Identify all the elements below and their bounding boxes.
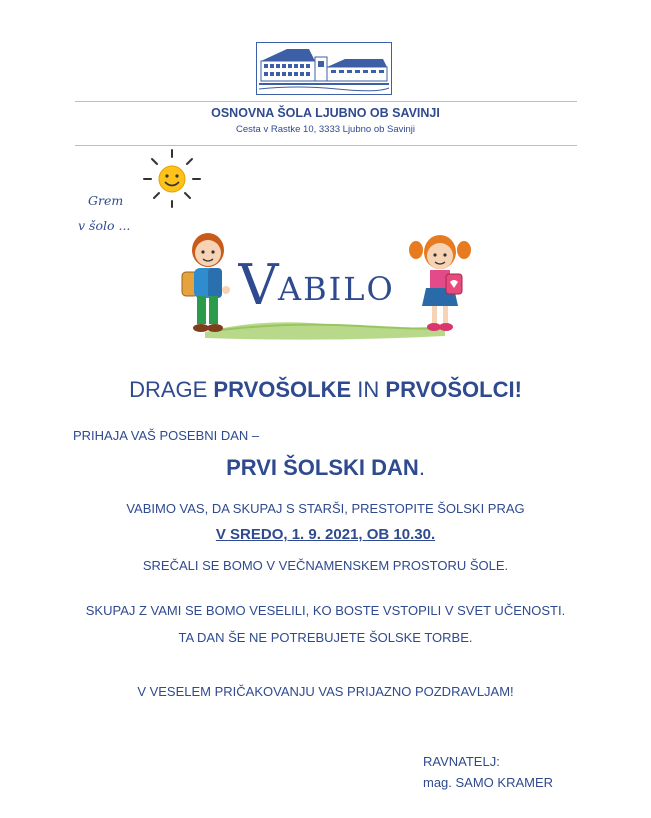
first-school-day	[0, 455, 651, 481]
header-divider-top	[75, 101, 577, 102]
greeting-bold-2: PRVOŠOLCI!	[385, 377, 522, 402]
greeting-mid: IN	[351, 377, 386, 402]
invite-text: VABIMO VAS, DA SKUPAJ S STARŠI, PRESTOPITE ŠOLSKI PRAG	[126, 501, 525, 516]
svg-text:ABILO: ABILO	[278, 270, 395, 308]
signature-name: mag. SAMO KRAMER	[423, 775, 554, 790]
sun-icon	[140, 146, 204, 210]
caption-line-2: v šolo ...	[78, 218, 131, 233]
first-school-day-period: .	[418, 455, 425, 480]
girl-illustration	[408, 232, 474, 336]
greeting-bold-1: PRVOŠOLKE	[213, 377, 352, 402]
school-logo	[256, 42, 392, 95]
boy-illustration	[178, 230, 238, 336]
event-date-text: V SREDO, 1. 9. 2021, OB 10.30	[215, 526, 431, 543]
school-name: OSNOVNA ŠOLA LJUBNO OB SAVINJI	[211, 106, 440, 120]
intro-text: PRIHAJA VAŠ POSEBNI DAN –	[73, 428, 260, 443]
event-date-period: .	[430, 526, 436, 543]
greeting	[0, 377, 651, 403]
greeting-pre: DRAGE	[129, 377, 214, 402]
first-school-day-text: PRVI ŠOLSKI DAN	[226, 455, 419, 480]
school-building-illustration	[257, 43, 391, 94]
svg-text:V: V	[238, 253, 279, 316]
caption-line-1: Grem	[88, 193, 124, 208]
school-address: Cesta v Rastke 10, 3333 Ljubno ob Savinji	[235, 124, 416, 135]
joy-text: SKUPAJ Z VAMI SE BOMO VESELILI, KO BOSTE VSTOPILI V SVET UČENOSTI.	[85, 603, 566, 618]
invitation-title-lettering	[238, 252, 420, 316]
meeting-place-text: SREČALI SE BOMO V VEČNAMENSKEM PROSTORU ŠOLE.	[142, 558, 509, 573]
signature-role: RAVNATELJ:	[423, 754, 500, 769]
event-date	[0, 526, 651, 543]
closing-text: V VESELEM PRIČAKOVANJU VAS PRIJAZNO POZDRAVLJAM!	[137, 684, 514, 699]
no-bag-text: TA DAN ŠE NE POTREBUJETE ŠOLSKE TORBE.	[178, 630, 473, 645]
